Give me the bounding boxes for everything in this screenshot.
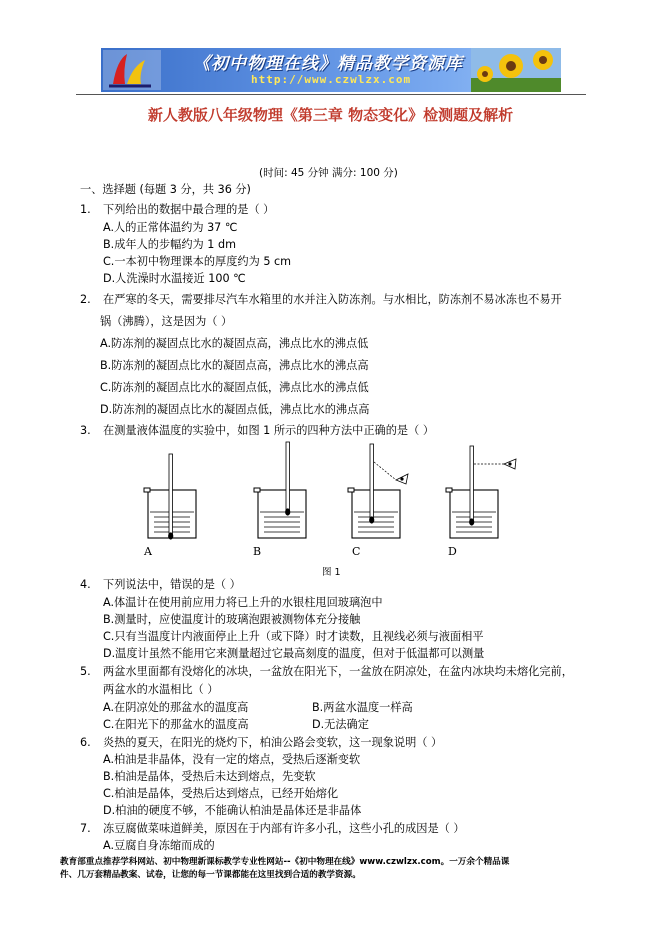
- option: D.柏油的硬度不够，不能确认柏油是晶体还是非晶体: [103, 804, 362, 817]
- question-number: 5.: [80, 665, 91, 678]
- question-stem: 下列给出的数据中最合理的是（ ）: [103, 203, 275, 216]
- option: B.两盆水温度一样高: [312, 701, 413, 714]
- thermometer-d: [469, 446, 516, 526]
- option: B.防冻剂的凝固点比水的凝固点高，沸点比水的沸点高: [100, 359, 369, 372]
- question-number: 2.: [80, 293, 91, 306]
- footer-line: 件、几万套精品教案、试卷，让您的每一节课都能在这里找到合适的教学资源。: [60, 870, 361, 880]
- page-footer: [60, 856, 605, 882]
- question-stem: 两盆水里面都有没熔化的冰块，一盆放在阳光下，一盆放在阴凉处，在盆内冰块均未熔化完前，: [103, 665, 573, 678]
- option: A.人的正常体温约为 37 ℃: [103, 221, 238, 234]
- question-stem: 炎热的夏天，在阳光的烧灼下，柏油公路会变软，这一现象说明（ ）: [103, 736, 443, 749]
- question-number: 6.: [80, 736, 91, 749]
- question-number: 4.: [80, 578, 91, 591]
- question-stem: 在严寒的冬天，需要排尽汽车水箱里的水并注入防冻剂。与水相比，防冻剂不易冰冻也不易开: [103, 293, 562, 306]
- option: D.无法确定: [312, 718, 369, 731]
- question-stem: 冻豆腐做菜味道鲜美，原因在于内部有许多小孔，这些小孔的成因是（ ）: [103, 822, 465, 835]
- option: B.测量时，应使温度计的玻璃泡跟被测物体充分接触: [103, 613, 361, 626]
- figure-label-c: C: [352, 545, 361, 558]
- question-number: 7.: [80, 822, 91, 835]
- question-stem: 锅（沸腾），这是因为（ ）: [100, 315, 233, 328]
- option: A.豆腐自身冻缩而成的: [103, 839, 215, 852]
- option: B.成年人的步幅约为 1 dm: [103, 238, 236, 251]
- document-title: 新人教版八年级物理《第三章 物态变化》检测题及解析: [147, 106, 514, 124]
- option: C.在阳光下的那盆水的温度高: [103, 718, 249, 731]
- beaker-c: [348, 488, 400, 538]
- option: A.防冻剂的凝固点比水的凝固点高，沸点比水的沸点低: [100, 337, 369, 350]
- question-stem: 在测量液体温度的实验中，如图 1 所示的四种方法中正确的是（ ）: [103, 424, 435, 437]
- option: A.柏油是非晶体，没有一定的熔点，受热后逐渐变软: [103, 753, 361, 766]
- figure-label-b: B: [253, 545, 262, 558]
- thermometer-a: [168, 454, 173, 540]
- option: A.体温计在使用前应用力将已上升的水银柱甩回玻璃泡中: [103, 596, 383, 609]
- figure-caption: 图 1: [322, 567, 341, 578]
- option: D.人洗澡时水温接近 100 ℃: [103, 272, 246, 285]
- question-number: 3.: [80, 424, 91, 437]
- option: B.柏油是晶体，受热后未达到熔点，先变软: [103, 770, 316, 783]
- figure-label-a: A: [144, 545, 152, 558]
- option: C.防冻剂的凝固点比水的凝固点低，沸点比水的沸点低: [100, 381, 369, 394]
- option: C.只有当温度计内液面停止上升（或下降）时才读数，且视线必须与液面相平: [103, 630, 484, 643]
- section-heading: 一、选择题 (每题 3 分，共 36 分): [80, 183, 251, 196]
- footer-line: 教育部重点推荐学科网站、初中物理新课标教学专业性网站--《初中物理在线》www.czwlzx.com。一万余个精品课: [60, 857, 510, 867]
- beaker-b: [254, 488, 306, 538]
- sunflower-icon: [471, 48, 561, 92]
- question-stem: 下列说法中，错误的是（ ）: [103, 578, 241, 591]
- banner-title: 《初中物理在线》精品教学资源库: [193, 54, 463, 74]
- question-stem: 两盆水的水温相比（ ）: [103, 683, 219, 696]
- thermometer-b: [285, 442, 290, 516]
- option: C.一本初中物理课本的厚度约为 5 cm: [103, 255, 292, 268]
- banner-url[interactable]: http://www.czwlzx.com: [251, 73, 412, 86]
- option: A.在阴凉处的那盆水的温度高: [103, 701, 249, 714]
- header-banner: [101, 48, 561, 92]
- figure-beakers: [130, 440, 530, 580]
- option: D.防冻剂的凝固点比水的凝固点低，沸点比水的沸点高: [100, 403, 370, 416]
- figure-label-d: D: [448, 545, 457, 558]
- header-divider: [76, 94, 586, 95]
- exam-info: (时间: 45 分钟 满分: 100 分): [259, 167, 398, 179]
- option: D.温度计虽然不能用它来测量超过它最高刻度的温度，但对于低温都可以测量: [103, 647, 485, 660]
- site-logo: [103, 50, 161, 90]
- option: C.柏油是晶体，受热后达到熔点，已经开始熔化: [103, 787, 339, 800]
- question-number: 1.: [80, 203, 91, 216]
